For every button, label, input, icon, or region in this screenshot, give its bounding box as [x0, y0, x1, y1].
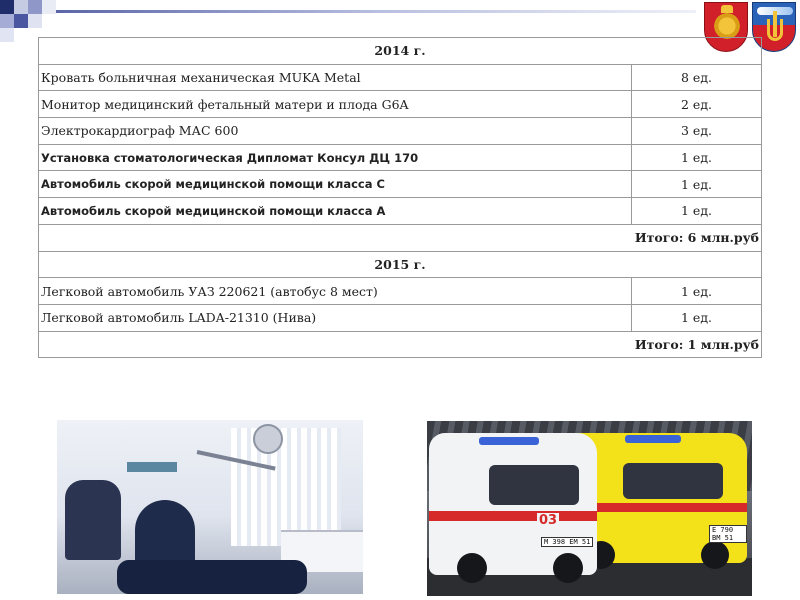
table-row — [39, 118, 762, 145]
dental-unit-photo — [57, 420, 363, 594]
decor-square — [0, 14, 14, 28]
item-name: Кровать больничная механическая MUKA Metal — [39, 64, 632, 91]
item-name: Установка стоматологическая Дипломат Консул ДЦ 170 — [39, 144, 632, 171]
year-label: 2014 г. — [39, 38, 762, 65]
table-row — [39, 91, 762, 118]
total-label: Итого: 1 млн.руб — [39, 331, 762, 358]
total-row — [39, 224, 762, 251]
item-name: Электрокардиограф МАС 600 — [39, 118, 632, 145]
table-row — [39, 144, 762, 171]
table-row — [39, 171, 762, 198]
decor-square — [14, 14, 28, 28]
equipment-table — [38, 37, 762, 358]
item-name: Монитор медицинский фетальный матери и плода G6A — [39, 91, 632, 118]
decor-square — [0, 0, 14, 14]
total-label: Итого: 6 млн.руб — [39, 224, 762, 251]
section-year-row — [39, 38, 762, 65]
decor-square — [28, 14, 42, 28]
item-name: Легковой автомобиль LADA-21310 (Нива) — [39, 304, 632, 331]
decor-square — [0, 28, 14, 42]
item-qty: 1 ед. — [632, 171, 762, 198]
decor-square — [42, 0, 56, 14]
item-qty: 1 ед. — [632, 144, 762, 171]
section-year-row — [39, 251, 762, 278]
decor-square — [14, 0, 28, 14]
item-qty: 2 ед. — [632, 91, 762, 118]
item-qty: 8 ед. — [632, 64, 762, 91]
header-line — [56, 10, 696, 13]
item-name: Автомобиль скорой медицинской помощи класса А — [39, 198, 632, 225]
item-name: Автомобиль скорой медицинской помощи класса С — [39, 171, 632, 198]
decor-square — [28, 0, 42, 14]
ambulance-number: 03 — [539, 513, 558, 528]
item-qty: 1 ед. — [632, 304, 762, 331]
item-qty: 1 ед. — [632, 198, 762, 225]
total-row — [39, 331, 762, 358]
ambulances-photo — [427, 421, 752, 596]
white-ambulance — [429, 433, 597, 575]
table-row — [39, 64, 762, 91]
license-plate: Е 790 ВМ 51 — [709, 525, 747, 543]
table-row — [39, 278, 762, 305]
table-row — [39, 304, 762, 331]
item-qty: 3 ед. — [632, 118, 762, 145]
item-qty: 1 ед. — [632, 278, 762, 305]
table-row — [39, 198, 762, 225]
year-label: 2015 г. — [39, 251, 762, 278]
item-name: Легковой автомобиль УАЗ 220621 (автобус 8 мест) — [39, 278, 632, 305]
license-plate: М 398 ЕМ 51 — [541, 537, 593, 547]
